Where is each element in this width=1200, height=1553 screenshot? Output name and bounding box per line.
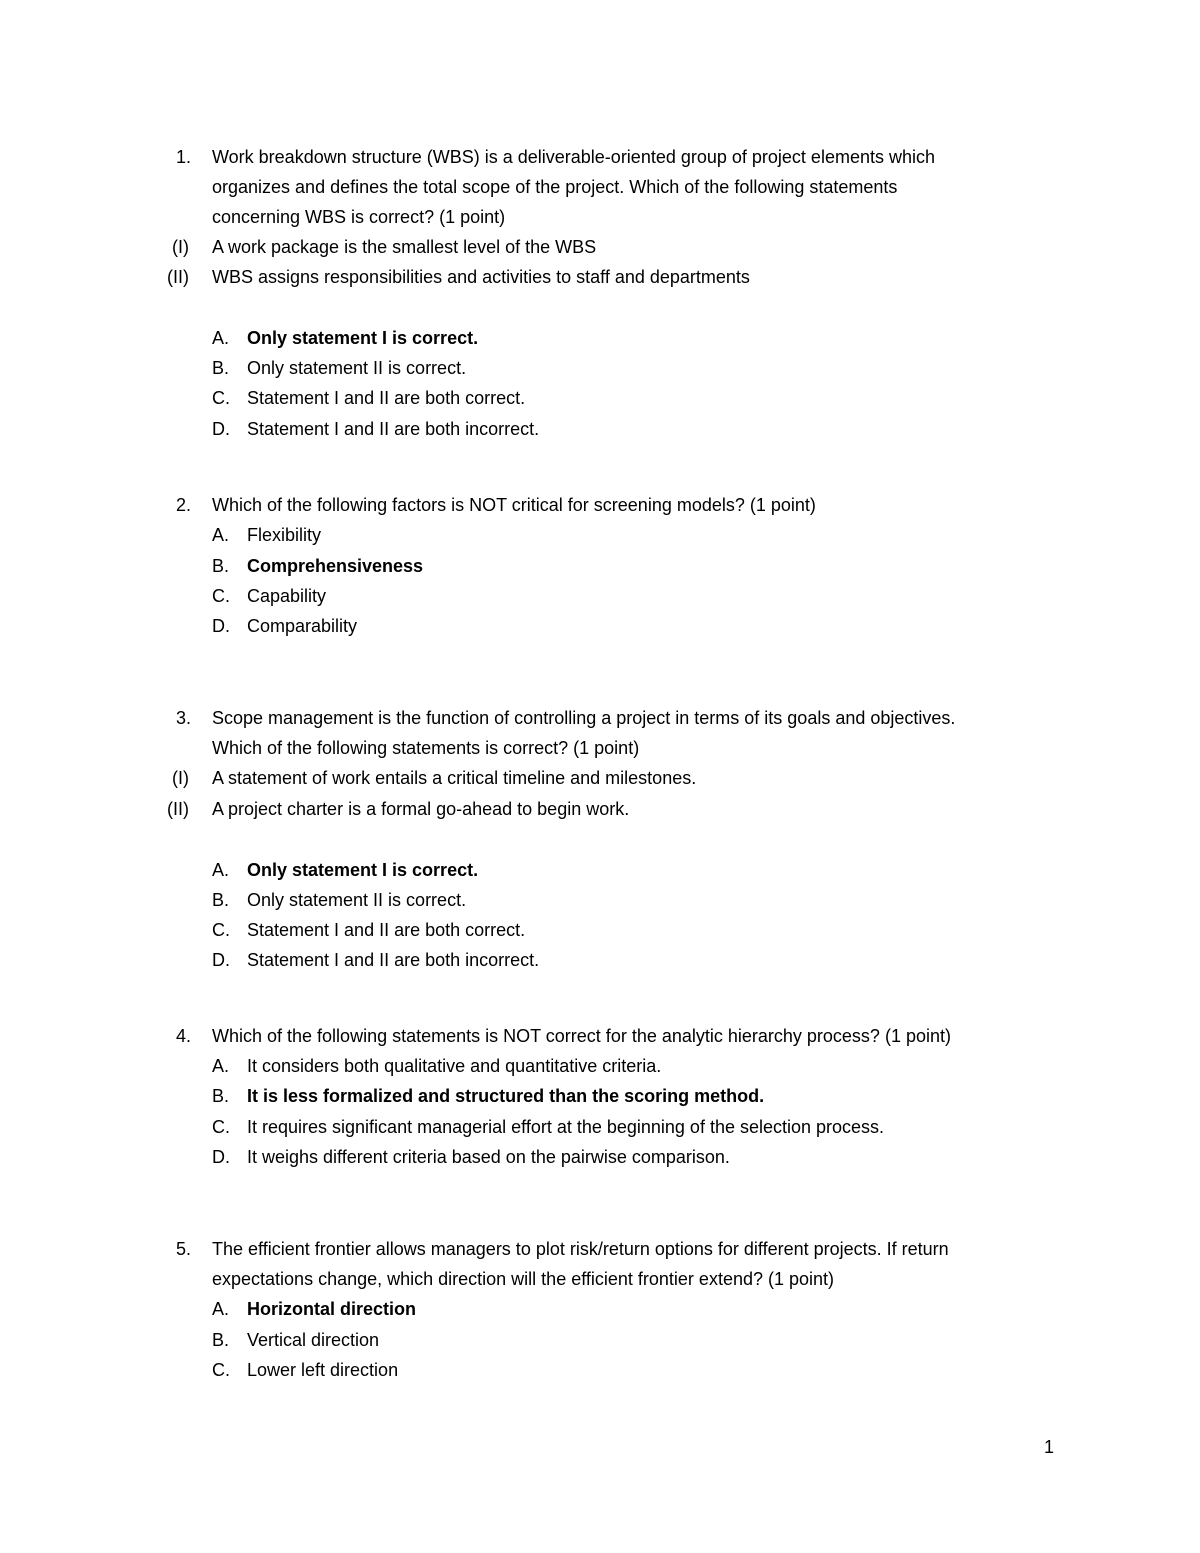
- statement-label: (II): [167, 267, 189, 287]
- option-text: It considers both qualitative and quantitative criteria.: [247, 1056, 662, 1076]
- option-letter: A.: [212, 328, 230, 348]
- option-letter: B.: [212, 1086, 230, 1106]
- statement-label: (II): [167, 799, 189, 819]
- option-letter: B.: [212, 556, 230, 576]
- question-number: 4.: [176, 1026, 192, 1046]
- option-text: Statement I and II are both correct.: [247, 388, 526, 408]
- option-letter: A.: [212, 525, 230, 545]
- question-text: Work breakdown structure (WBS) is a deliverable-oriented group of project elements which: [212, 147, 935, 167]
- option-text: Statement I and II are both incorrect.: [247, 419, 540, 439]
- statement-text: A statement of work entails a critical timeline and milestones.: [212, 768, 697, 788]
- question-text: Which of the following statements is correct? (1 point): [212, 738, 640, 758]
- option-text-correct: Only statement I is correct.: [247, 328, 479, 348]
- option-letter: D.: [212, 419, 230, 439]
- option-text: It weighs different criteria based on the pairwise comparison.: [247, 1147, 730, 1167]
- option-letter: B.: [212, 1330, 230, 1350]
- option-letter: A.: [212, 860, 230, 880]
- statement-text: A work package is the smallest level of the WBS: [212, 237, 597, 257]
- option-text: Lower left direction: [247, 1360, 399, 1380]
- question-text: organizes and defines the total scope of the project. Which of the following statements: [212, 177, 898, 197]
- option-letter: D.: [212, 950, 230, 970]
- question-number: 2.: [176, 495, 192, 515]
- option-text-correct: Comprehensiveness: [247, 556, 424, 576]
- question-text: Which of the following factors is NOT critical for screening models? (1 point): [212, 495, 816, 515]
- statement-label: (I): [172, 768, 189, 788]
- option-letter: D.: [212, 616, 230, 636]
- option-letter: C.: [212, 388, 230, 408]
- question-text: Which of the following statements is NOT correct for the analytic hierarchy process? (1 point): [212, 1026, 951, 1046]
- question-number: 3.: [176, 708, 192, 728]
- option-text-correct: It is less formalized and structured than the scoring method.: [247, 1086, 765, 1106]
- option-text: It requires significant managerial effort at the beginning of the selection process.: [247, 1117, 885, 1137]
- statement-label: (I): [172, 237, 189, 257]
- question-number: 5.: [176, 1239, 192, 1259]
- option-letter: C.: [212, 586, 230, 606]
- option-text-correct: Horizontal direction: [247, 1299, 417, 1319]
- question-text: expectations change, which direction will the efficient frontier extend? (1 point): [212, 1269, 835, 1289]
- option-text: Vertical direction: [247, 1330, 380, 1350]
- question-text: concerning WBS is correct? (1 point): [212, 207, 506, 227]
- option-text: Statement I and II are both correct.: [247, 920, 526, 940]
- option-text: Comparability: [247, 616, 358, 636]
- page-number: 1: [1044, 1437, 1055, 1457]
- option-letter: B.: [212, 358, 230, 378]
- option-letter: C.: [212, 1117, 230, 1137]
- question-number: 1.: [176, 147, 192, 167]
- option-letter: C.: [212, 920, 230, 940]
- option-letter: A.: [212, 1056, 230, 1076]
- statement-text: A project charter is a formal go-ahead to begin work.: [212, 799, 630, 819]
- option-text: Only statement II is correct.: [247, 358, 467, 378]
- statement-text: WBS assigns responsibilities and activities to staff and departments: [212, 267, 750, 287]
- option-letter: C.: [212, 1360, 230, 1380]
- option-text: Capability: [247, 586, 327, 606]
- question-text: The efficient frontier allows managers to plot risk/return options for different projects. If return: [212, 1239, 949, 1259]
- option-text-correct: Only statement I is correct.: [247, 860, 479, 880]
- question-text: Scope management is the function of controlling a project in terms of its goals and objectives.: [212, 708, 956, 728]
- option-letter: D.: [212, 1147, 230, 1167]
- option-letter: A.: [212, 1299, 230, 1319]
- option-text: Statement I and II are both incorrect.: [247, 950, 540, 970]
- option-letter: B.: [212, 890, 230, 910]
- option-text: Only statement II is correct.: [247, 890, 467, 910]
- option-text: Flexibility: [247, 525, 322, 545]
